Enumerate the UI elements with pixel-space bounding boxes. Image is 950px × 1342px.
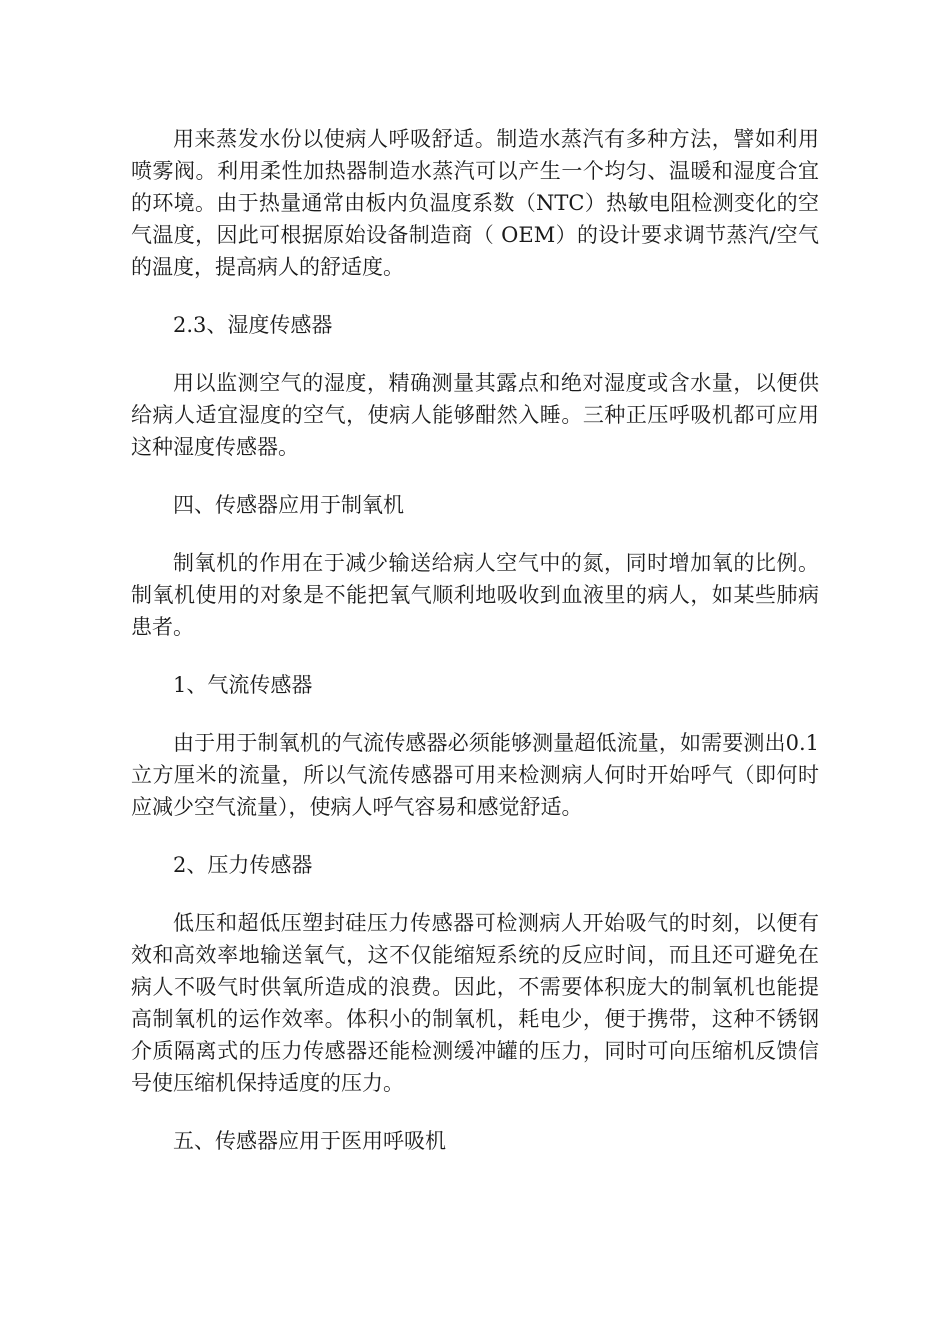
paragraph-pressure-sensor: 低压和超低压塑封硅压力传感器可检测病人开始吸气的时刻，以便有效和高效率地输送氧气，这不仅能缩短系统的反应时间，而且还可避免在病人不吸气时供氧所造成的浪费。因此，不需要体积庞大的制氧机也能提高制氧机的运作效率。体积小的制氧机，耗电少，便于携带，这种不锈钢介质隔离式的压力传感器还能检测缓冲罐的压力，同时可向压缩机反馈信号使压缩机保持适度的压力。 — [131, 911, 819, 1095]
heading-humidity-sensor: 2.3、湿度传感器 — [173, 313, 333, 337]
paragraph-humidity-sensor: 用以监测空气的湿度，精确测量其露点和绝对湿度或含水量，以便供给病人适宜湿度的空气，使病人能够酣然入睡。三种正压呼吸机都可应用这种湿度传感器。 — [131, 371, 819, 459]
document-body — [131, 123, 819, 1183]
heading-airflow-sensor: 1、气流传感器 — [173, 673, 313, 697]
heading-pressure-sensor: 2、压力传感器 — [173, 853, 313, 877]
heading-section-five: 五、传感器应用于医用呼吸机 — [173, 1129, 446, 1153]
paragraph-airflow-sensor: 由于用于制氧机的气流传感器必须能够测量超低流量，如需要测出0.1立方厘米的流量，所以气流传感器可用来检测病人何时开始呼气（即何时应减少空气流量），使病人呼气容易和感觉舒适。 — [131, 731, 819, 819]
paragraph-oxygen-concentrator: 制氧机的作用在于减少输送给病人空气中的氮，同时增加氧的比例。制氧机使用的对象是不能把氧气顺利地吸收到血液里的病人，如某些肺病患者。 — [131, 551, 819, 639]
heading-section-four: 四、传感器应用于制氧机 — [173, 493, 404, 517]
paragraph-steam-generation: 用来蒸发水份以使病人呼吸舒适。制造水蒸汽有多种方法，譬如利用喷雾阀。利用柔性加热器制造水蒸汽可以产生一个均匀、温暖和湿度合宜的环境。由于热量通常由板内负温度系数（NTC）热敏电阻检测变化的空气温度，因此可根据原始设备制造商（ OEM）的设计要求调节蒸汽/空气的温度，提高病人的舒适度。 — [131, 127, 819, 279]
